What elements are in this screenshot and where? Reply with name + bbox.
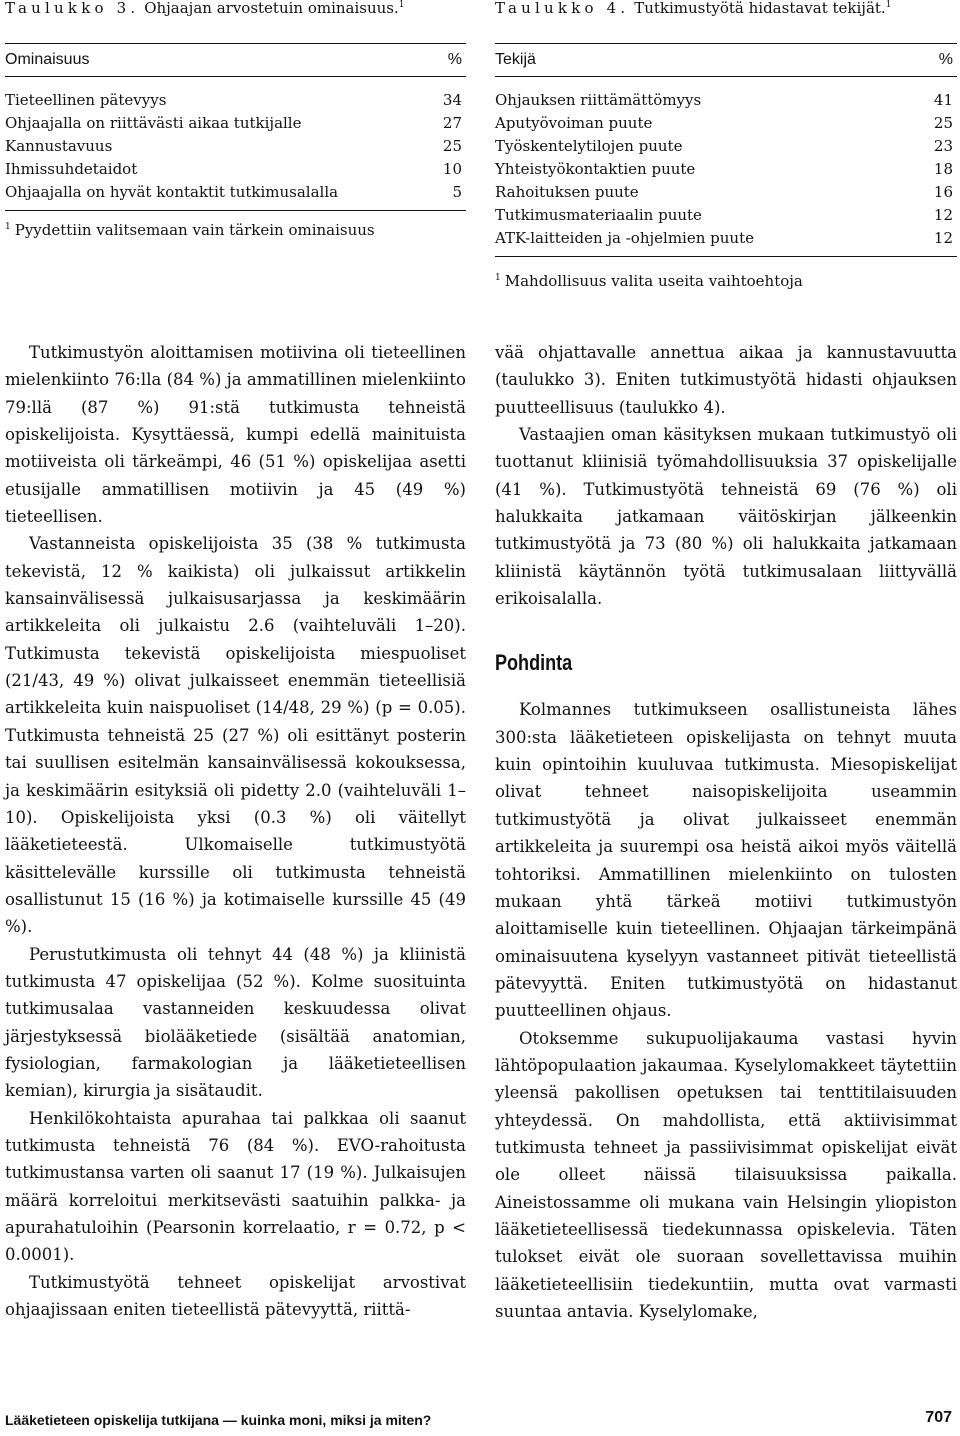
paragraph: Kolmannes tutkimukseen osallistuneista lähes 300:sta lääketieteen opiskelijasta on tehnyt muuta kuin opintoihin kuuluvaa tutkimusta. Miesopiskelijat olivat tehneet naisopiskelijoita useammin tutkimustyötä ja olivat julkaisseet enemmän artikkeleita ja suurempi osa heistä aikoi myös väitellä tohtoriksi. Ammatillinen mielenkiinto on tulosten mukaan yhtä tärkeä motiivi tutkimustyön aloittamiselle kuin tieteellinen. Ohjaajan tärkeimpänä ominaisuutena kyselyyn vastanneet pitivät tieteellistä pätevyyttä. Eniten tutkimustyötä on hidastanut puutteellinen ohjaus.: [495, 700, 957, 1021]
table3-row-value: 5: [452, 183, 462, 201]
table-row: [5, 135, 466, 158]
table4-caption: [495, 0, 891, 17]
table4-bottom-rule: [495, 256, 957, 257]
table4-body: [495, 77, 957, 256]
table3-row-value: 25: [442, 137, 462, 155]
table4-row-value: 16: [933, 183, 953, 201]
table3-body: [5, 77, 466, 210]
table-row: [495, 158, 957, 181]
table4-row-value: 18: [933, 160, 953, 178]
table-row: [495, 227, 957, 250]
table3-footnote-sup: 1: [5, 222, 11, 232]
table3-caption-label: Taulukko 3.: [5, 0, 140, 17]
table4-caption-label: Taulukko 4.: [495, 0, 630, 17]
table3-row-value: 27: [442, 114, 462, 132]
table3-header-col1: Ominaisuus: [5, 51, 90, 68]
table3-bottom-rule: [5, 210, 466, 211]
table4-row-label: Työskentelytilojen puute: [495, 137, 683, 155]
left-body-text: [5, 339, 466, 1323]
table3-row-label: Kannustavuus: [5, 137, 113, 155]
table3-header-col2: %: [447, 51, 462, 68]
table4-row-value: 12: [933, 229, 953, 247]
table-row: [495, 204, 957, 227]
table4-row-value: 25: [933, 114, 953, 132]
table-row: [5, 158, 466, 181]
table3: [5, 43, 466, 240]
table4-row-label: Yhteistyökontaktien puute: [495, 160, 696, 178]
paragraph: Vastaajien oman käsityksen mukaan tutkimustyö oli tuottanut kliinisiä työmahdollisuuksia 37 opiskelijalle (41 %). Tutkimustyötä tehneistä 69 (76 %) oli halukkaita jatkamaan väitöskirjan jälkeenkin tutkimustyötä ja 73 (80 %) oli halukkaita jatkamaan kliinistä käytännön työtä tutkimusalaan liittyvällä erikoisalalla.: [495, 425, 957, 609]
table-row: [5, 112, 466, 135]
table4-caption-text: Tutkimustyötä hidastavat tekijät.: [634, 0, 886, 17]
table4-header-col2: %: [938, 51, 953, 68]
table-row: [495, 89, 957, 112]
table-row: [495, 135, 957, 158]
left-column: [5, 0, 466, 1400]
table3-caption-sup: 1: [398, 0, 405, 10]
table4: [495, 43, 957, 291]
paragraph: Henkilökohtaista apurahaa tai palkkaa oli saanut tutkimusta tehneistä 76 (84 %). EVO-rahoitusta tutkimustansa varten oli saanut 17 (19 %). Julkaisujen määrä korreloitui merkitsevästi saatuihin palkka- ja apurahatuloihin (Pearsonin korrelaatio, r = 0.72, p < 0.0001).: [5, 1108, 466, 1265]
running-title: Lääketieteen opiskelija tutkijana — kuinka moni, miksi ja miten?: [5, 1412, 432, 1428]
table4-row-label: Aputyövoiman puute: [495, 114, 653, 132]
table4-row-value: 23: [933, 137, 953, 155]
paragraph: Otoksemme sukupuolijakauma vastasi hyvin lähtöpopulaation jakaumaa. Kyselylomakkeet täytettiin yleensä pakollisen opetuksen tai tenttitilaisuuden yhteydessä. On mahdollista, että aktiivisimmat tutkimusta tehneet ja passiivisimmat opiskelijat eivät ole olleet näissä tilaisuuksissa paikalla. Aineistossamme oli mukana vain Helsingin yliopiston lääketieteellisessä tiedekunnassa opiskelevia. Täten tulokset eivät ole suoraan sovellettavissa muihin lääketieteellisiin tiedekuntiin, mutta ovat varmasti suuntaa antavia. Kyselylomake,: [495, 1028, 957, 1321]
right-body-text: [495, 339, 957, 1325]
paragraph: Tutkimustyötä tehneet opiskelijat arvostivat ohjaajissaan eniten tieteellistä pätevyyttä, riittä-: [5, 1272, 466, 1320]
table3-footnote: [5, 220, 466, 240]
table4-footnote-sup: 1: [495, 273, 501, 283]
table3-header: [5, 44, 466, 76]
right-column: [495, 0, 957, 1400]
paragraph: Vastanneista opiskelijoista 35 (38 % tutkimusta tekevistä, 12 % kaikista) oli julkaissut artikkelin kansainvälisessä julkaisusarjassa ja keskimäärin artikkeleita oli julkaistu 2.6 (vaihteluväli 1–20). Tutkimusta tekevistä opiskelijoista miespuoliset (21/43, 49 %) olivat julkaisseet enemmän tieteellisiä artikkeleita kuin naispuoliset (14/48, 29 %) (p = 0.05). Tutkimusta tehneistä 25 (27 %) oli esittänyt posterin tai suullisen esitelmän kansainvälisessä kokouksessa, ja keskimäärin esityksiä oli pidetty 2.0 (vaihteluväli 1–10). Opiskelijoista yksi (0.3 %) oli väitellyt lääketieteestä. Ulkomaiselle tutkimustyötä käsittelevälle kurssille oli tutkimusta tehneistä osallistunut 15 (16 %) ja kotimaiselle kurssille 45 (49 %).: [5, 534, 466, 937]
table3-caption: [5, 0, 405, 17]
table-row: [495, 181, 957, 204]
table4-row-value: 41: [933, 91, 953, 109]
table3-footnote-text: Pyydettiin valitsemaan vain tärkein ominaisuus: [14, 221, 375, 239]
paragraph: Perustutkimusta oli tehnyt 44 (48 %) ja kliinistä tutkimusta 47 opiskelijaa (52 %). Kolme suosituinta tutkimusalaa vastanneiden keskuudessa olivat järjestyksessä biolääketiede (sisältää anatomian, fysiologian, farmakologian ja lääketieteellisen kemian), kirurgia ja sisätaudit.: [5, 944, 466, 1101]
table3-caption-text: Ohjaajan arvostetuin ominaisuus.: [144, 0, 399, 17]
table4-header: [495, 44, 957, 76]
table4-row-label: Rahoituksen puute: [495, 183, 639, 201]
section-heading: Pohdinta: [495, 650, 573, 676]
table-row: [5, 181, 466, 204]
table-row: [5, 89, 466, 112]
table4-row-label: Tutkimusmateriaalin puute: [495, 206, 702, 224]
table3-row-value: 34: [442, 91, 462, 109]
table4-caption-sup: 1: [885, 0, 892, 10]
paragraph: vää ohjattavalle annettua aikaa ja kannustavuutta (taulukko 3). Eniten tutkimustyötä hidasti ohjauksen puutteellisuus (taulukko 4).: [495, 343, 957, 417]
table3-row-label: Ihmissuhdetaidot: [5, 160, 138, 178]
table4-footnote: [495, 271, 957, 291]
table-row: [495, 112, 957, 135]
table3-row-value: 10: [442, 160, 462, 178]
table4-footnote-text: Mahdollisuus valita useita vaihtoehtoja: [504, 272, 803, 290]
table4-row-value: 12: [933, 206, 953, 224]
table3-row-label: Ohjaajalla on hyvät kontaktit tutkimusalalla: [5, 183, 339, 201]
table3-row-label: Tieteellinen pätevyys: [5, 91, 167, 109]
table3-row-label: Ohjaajalla on riittävästi aikaa tutkijalle: [5, 114, 302, 132]
table4-row-label: ATK-laitteiden ja -ohjelmien puute: [495, 229, 754, 247]
table4-header-col1: Tekijä: [495, 51, 536, 68]
table4-row-label: Ohjauksen riittämättömyys: [495, 91, 702, 109]
page-number: 707: [925, 1409, 952, 1426]
paragraph: Tutkimustyön aloittamisen motiivina oli tieteellinen mielenkiinto 76:lla (84 %) ja ammatillinen mielenkiinto 79:llä (87 %) 91:stä tutkimusta tehneistä opiskelijoista. Kysyttäessä, kumpi edellä mainituista motiiveista oli tärkeämpi, 46 (51 %) opiskelijaa asetti etusijalle ammatillisen motiivin ja 45 (49 %) tieteellisen.: [5, 343, 466, 527]
